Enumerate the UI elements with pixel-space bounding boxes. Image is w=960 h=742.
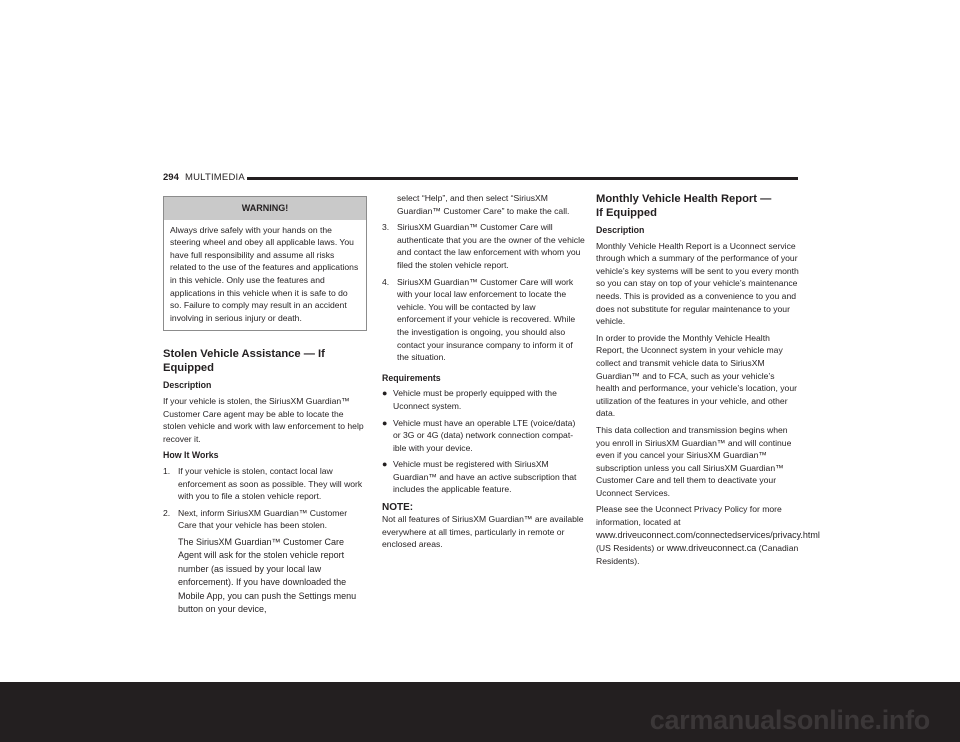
section-name: MULTIMEDIA [185,172,245,183]
step-number: 3. [382,222,390,233]
bullet-icon: ● [382,417,388,428]
step-text: SiriusXM Guardian™ Customer Care will work with your local law enforcement to locate the vehicle. You will be contacted by law enforcement if your vehicle is recovered. While the investigation is ongoing, you should also contact your insurance company to inform it of the situation. [397,276,576,363]
step-number: 1. [163,465,171,476]
page-number: 294 [163,172,179,183]
column-1 [163,192,367,620]
page-header [163,172,798,184]
bullet-icon: ● [382,388,388,399]
note-label: NOTE: [382,502,414,514]
note-text: Not all features of SiriusXM Guardian™ are available everywhere at all times, particularly in remote or enclosed areas. [382,514,584,550]
step-2-continuation: The SiriusXM Guardian™ Customer Care Agent will ask for the stolen vehicle report number (as issued by your local law enforcement). If you have downloaded the Mobile App, you can push the Settings menu button on your device, [178,536,357,614]
step-3 [382,221,585,271]
privacy-paragraph [596,503,820,568]
privacy-text: Please see the Uconnect Privacy Policy for more information, located at [596,504,782,528]
requirement-item [382,417,585,455]
requirement-item [382,458,585,496]
health-heading-line2: If Equipped [596,207,657,219]
step-2 [163,507,367,532]
warning-box [163,196,367,331]
privacy-text: (US Residents) or [596,543,667,554]
requirement-text: Vehicle must be properly equipped with the Uconnect system. [393,388,557,411]
health-paragraph: Monthly Vehicle Health Report is a Uconnect service through which a summary of the performance of your vehicle’s key systems will be sent to you every month so you can stay on top of your vehicle’s maintenance needs. This is provided as a convenience to you and does not substitute for regular maintenance to your vehicle. [596,240,799,327]
footer-bar [0,682,960,742]
stolen-description-label: Description [163,380,212,391]
header-rule [247,177,798,180]
column-3 [596,192,820,572]
step-text: SiriusXM Guardian™ Customer Care will authenticate that you are the owner of the vehicle and contact the law enforcement with whom you filed the stolen vehicle report. [397,222,585,270]
warning-body: Always drive safely with your hands on the steering wheel and obey all applicable laws. You have full responsibility and assume all risks related to the use of the features and applications in this vehicle. Only use the features and applications in this vehicle when it is safe to do so. Failure to comply may result in an accident involving in serious injury or death. [170,224,359,323]
stolen-vehicle-heading: Stolen Vehicle Assistance — If Equipped [163,348,325,375]
health-description-label: Description [596,225,645,235]
step-4 [382,276,585,364]
step-number: 4. [382,276,390,287]
column-2 [382,192,585,555]
step-number: 2. [163,507,171,518]
step-text: If your vehicle is stolen, contact local law enforcement as soon as possible. They will work with you to file a stolen vehicle report. [178,465,363,502]
health-paragraph: In order to provide the Monthly Vehicle Health Report, the Uconnect system in your vehicle may collect and transmit vehicle data to SiriusXM Guardian™ and to FCA, such as your vehicle’s health and performance, your vehicle’s location, your utilization of the features in your vehicle, and other data. [596,332,797,419]
requirements-label: Requirements [382,372,441,383]
stolen-description: If your vehicle is stolen, the SiriusXM Guardian™ Customer Care agent may be able to locate the stolen vehicle and work with law enforcement to help recover it. [163,395,364,444]
warning-title: WARNING! [164,197,366,220]
watermark-brand: carmanualsonline.info [649,705,930,735]
privacy-link-us[interactable]: www.driveuconnect.com/connectedservices/privacy.html [596,529,820,540]
health-paragraph: This data collection and transmission begins when you enroll in SiriusXM Guardian™ and will continue even if you cancel your SiriusXM Guardian™ subscription unless you call SiriusXM Guardian™ Customer Care and tell them to deactivate your Uconnect Services. [596,424,792,498]
privacy-text: (Canadian Residents). [596,543,799,567]
step-2-continuation-end: select “Help”, and then select “SiriusXM Guardian™ Customer Care” to make the call. [397,193,570,216]
privacy-link-ca[interactable]: www.driveuconnect.ca [666,543,757,554]
requirement-item [382,387,585,412]
health-report-heading [596,192,799,220]
bullet-icon: ● [382,459,388,470]
step-text: Next, inform SiriusXM Guardian™ Customer Care that your vehicle has been stolen. [178,507,348,531]
step-1 [163,465,367,503]
requirement-text: Vehicle must have an operable LTE (voice/data) or 3G or 4G (data) network connection compat-ible with your device. [393,417,576,453]
requirement-text: Vehicle must be registered with SiriusXM Guardian™ and have an active subscription that includes the applicable feature. [393,459,577,495]
health-heading-line1: Monthly Vehicle Health Report — [596,193,772,205]
how-it-works-label: How It Works [163,450,219,461]
